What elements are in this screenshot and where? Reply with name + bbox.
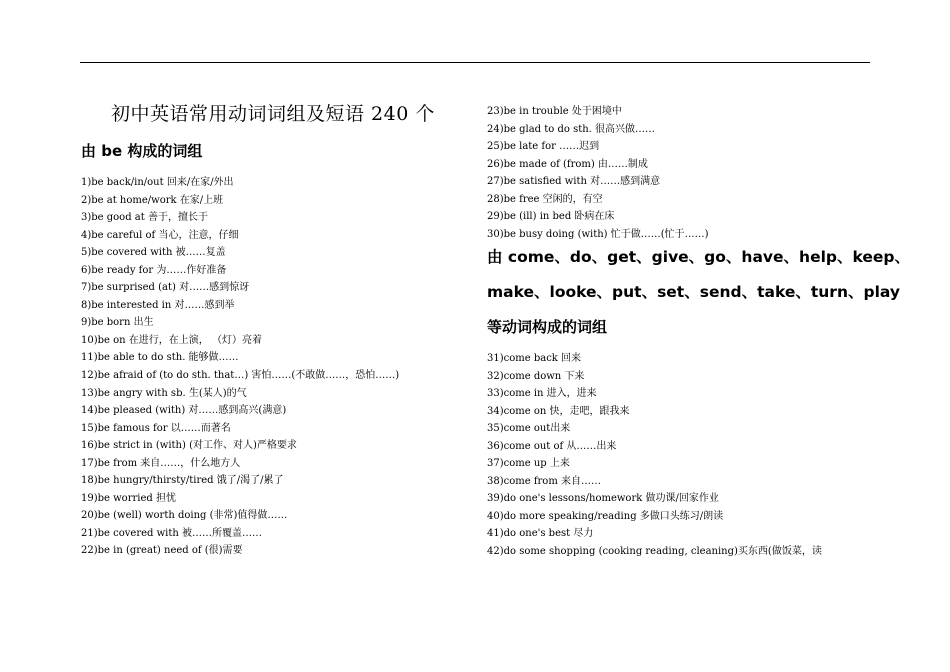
list-item: 9)be born 出生 (81, 317, 154, 329)
list-item: 18)be hungry/thirsty/tired 饿了/渴了/累了 (81, 475, 284, 487)
list-item: 20)be (well) worth doing (非常)值得做…… (81, 510, 288, 522)
list-item: 32)come down 下来 (487, 370, 585, 382)
list-item: 28)be free 空闲的，有空 (487, 193, 603, 205)
list-item: 1)be back/in/out 回来/在家/外出 (81, 177, 234, 188)
verbs-heading-line1: 由 come、do、get、give、go、have、help、keep、 (487, 248, 911, 266)
list-item: 12)be afraid of (to do sth. that…) 害怕……(不敢做……，恐怕……) (81, 370, 400, 382)
verbs-heading-line2: make、looke、put、set、send、take、turn、play (487, 283, 900, 301)
list-item: 2)be at home/work 在家/上班 (81, 194, 224, 206)
list-item: 7)be surprised (at) 对……感到惊讶 (81, 282, 250, 294)
list-item: 11)be able to do sth. 能够做…… (81, 352, 239, 364)
list-item: 23)be in trouble 处于困境中 (487, 106, 622, 117)
list-item: 41)do one's best 尽力 (487, 528, 594, 540)
list-item: 38)come from 来自…… (487, 475, 601, 487)
top-rule (80, 62, 870, 63)
list-item: 14)be pleased (with) 对……感到高兴(满意) (81, 405, 287, 417)
left-phrase-list (81, 174, 399, 560)
list-item: 35)come out出来 (487, 423, 571, 435)
page-title: 初中英语常用动词词组及短语 240 个 (111, 103, 435, 125)
list-item: 13)be angry with sb. 生(某人)的气 (81, 387, 247, 399)
list-item: 36)come out of 从……出来 (487, 440, 617, 452)
list-item: 40)do more speaking/reading 多做口头练习/朗读 (487, 510, 724, 522)
list-item: 26)be made of (from) 由……制成 (487, 158, 648, 170)
list-item: 17)be from 来自……，什么地方人 (81, 457, 241, 469)
list-item: 21)be covered with 被……所覆盖…… (81, 527, 262, 539)
list-item: 29)be (ill) in bed 卧病在床 (487, 211, 615, 223)
section-heading-be: 由 be 构成的词组 (81, 142, 203, 160)
list-item: 39)do one's lessons/homework 做功课/回家作业 (487, 493, 719, 505)
list-item: 19)be worried 担忧 (81, 492, 176, 504)
list-item: 25)be late for ……迟到 (487, 141, 600, 153)
list-item: 34)come on 快，走吧，跟我来 (487, 405, 630, 417)
list-item: 3)be good at 善于，擅长于 (81, 212, 208, 224)
list-item: 30)be busy doing (with) 忙于做……(忙于……) (487, 228, 709, 240)
list-item: 24)be glad to do sth. 很高兴做…… (487, 123, 656, 135)
list-item: 6)be ready for 为……作好准备 (81, 264, 227, 276)
right-phrase-list-bottom (487, 350, 822, 561)
list-item: 22)be in (great) need of (很)需要 (81, 545, 243, 557)
right-phrase-list-top (487, 103, 709, 243)
list-item: 5)be covered with 被……复盖 (81, 247, 226, 259)
list-item: 15)be famous for 以……而著名 (81, 422, 231, 434)
list-item: 27)be satisfied with 对……感到满意 (487, 176, 661, 188)
list-item: 8)be interested in 对……感到举 (81, 299, 235, 311)
list-item: 10)be on 在进行，在上演， （灯）亮着 (81, 334, 262, 346)
list-item: 42)do some shopping (cooking reading, cleaning)买东西(做饭菜，读 (487, 546, 822, 558)
list-item: 31)come back 回来 (487, 353, 582, 364)
verbs-heading-line3: 等动词构成的词组 (487, 318, 608, 336)
list-item: 33)come in 进入，进来 (487, 388, 597, 400)
list-item: 37)come up 上来 (487, 458, 570, 470)
list-item: 4)be careful of 当心，注意，仔细 (81, 229, 239, 241)
list-item: 16)be strict in (with) (对工作、对人)严格要求 (81, 440, 297, 452)
